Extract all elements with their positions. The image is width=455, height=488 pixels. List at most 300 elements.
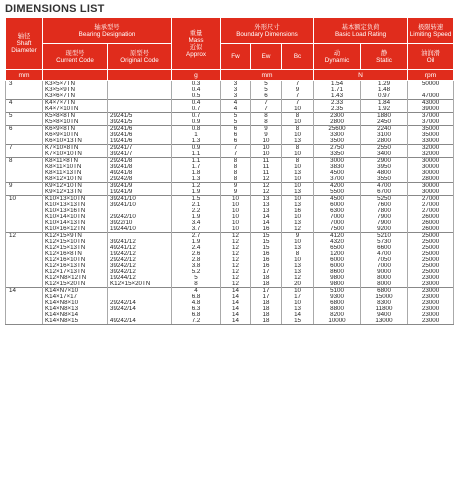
cell-ew: 16 [251,226,282,233]
cell-dynamic: 4500 [314,196,361,203]
cell-static: 2550 [361,145,408,152]
cell-speed: 26000 [408,226,454,233]
cell-dynamic: 9300 [314,294,361,300]
cell-bc: 7 [282,100,314,107]
cell-fw: 14 [221,288,251,295]
cell-speed: 27000 [408,196,454,203]
cell-current-code: K6×9×8TN [43,126,108,133]
cell-speed: 26000 [408,214,454,220]
cell-fw: 5 [221,119,251,126]
cell-current-code: K14×N8×14 [43,312,108,318]
cell-speed: 50000 [408,81,454,88]
unit-boundary: mm [221,70,314,81]
header-static [361,44,408,70]
header-mass-en: Mass [188,36,204,44]
cell-fw: 9 [221,183,251,190]
header-dynamic-cn: 动 [333,49,341,57]
cell-static: 3950 [361,164,408,170]
cell-shaft: 4 [6,100,43,107]
cell-original-code: 39241/5 [108,119,172,126]
header-mass-en2: Approx [186,50,206,58]
cell-static: 6600 [361,245,408,251]
cell-static: 4700 [361,251,408,257]
header-shaft [6,18,43,70]
header-oil-cn: 油润滑 [421,49,440,57]
cell-dynamic: 2750 [314,145,361,152]
cell-original-code: 39241/8 [108,164,172,170]
cell-shaft: 5 [6,113,43,120]
cell-mass: 2.8 [172,257,221,263]
header-static-cn: 静 [380,49,388,57]
cell-bc: 13 [282,306,314,312]
cell-mass: 0.7 [172,113,221,120]
cell-fw: 14 [221,300,251,306]
cell-dynamic: 2.33 [314,100,361,107]
cell-dynamic: 4120 [314,233,361,240]
cell-original-code: 29242/10 [108,214,172,220]
header-dynamic [314,44,361,70]
cell-speed: 30000 [408,170,454,176]
cell-speed: 32000 [408,145,454,152]
cell-bc: 8 [282,251,314,257]
cell-static: 1.84 [361,100,408,107]
cell-dynamic: 9800 [314,275,361,281]
cell-mass: 0.9 [172,145,221,152]
cell-mass: 6.8 [172,312,221,318]
cell-fw: 7 [221,151,251,158]
cell-dynamic: 4500 [314,170,361,176]
cell-fw: 4 [221,100,251,107]
header-load [314,18,408,44]
cell-speed: 23000 [408,300,454,306]
cell-mass: 0.4 [172,100,221,107]
cell-speed: 25000 [408,263,454,269]
cell-bc: 7 [282,93,314,100]
cell-speed: 23000 [408,294,454,300]
cell-bc: 10 [282,257,314,263]
cell-bc: 13 [282,263,314,269]
cell-static: 4700 [361,183,408,190]
cell-bc: 13 [282,269,314,275]
header-original-code [108,44,172,70]
cell-mass: 0.9 [172,119,221,126]
cell-bc: 10 [282,176,314,183]
cell-mass: 6.8 [172,294,221,300]
header-bearing [43,18,172,44]
cell-mass: 0.3 [172,81,221,88]
cell-fw: 14 [221,318,251,325]
header-bearing-en: Bearing Designation [78,30,136,38]
cell-original-code: 19241/6 [108,138,172,145]
cell-current-code: K14×N7×10 [43,288,108,295]
cell-speed: 32000 [408,151,454,158]
cell-mass: 1.5 [172,196,221,203]
cell-static: 7050 [361,257,408,263]
cell-current-code: K8×11×10TN [43,164,108,170]
cell-speed: 25000 [408,257,454,263]
cell-ew: 14 [251,220,282,226]
cell-ew: 12 [251,189,282,196]
cell-fw: 7 [221,145,251,152]
cell-mass: 1.9 [172,214,221,220]
cell-current-code: K3×5×9TN [43,87,108,93]
cell-static: 1.29 [361,81,408,88]
cell-static: 7800 [361,208,408,214]
cell-fw: 10 [221,208,251,214]
cell-static: 11800 [361,306,408,312]
cell-bc: 10 [282,196,314,203]
header-current-code [43,44,108,70]
cell-fw: 8 [221,170,251,176]
cell-dynamic: 10000 [314,318,361,325]
header-fw: Fw [221,44,251,70]
cell-ew: 7 [251,106,282,113]
cell-dynamic: 6000 [314,202,361,208]
cell-bc: 7 [282,81,314,88]
cell-ew: 16 [251,251,282,257]
cell-ew: 12 [251,176,282,183]
cell-current-code: K6×9×10TN [43,132,108,138]
cell-bc: 13 [282,202,314,208]
cell-bc: 13 [282,220,314,226]
cell-mass: 2.4 [172,245,221,251]
cell-fw: 10 [221,196,251,203]
cell-fw: 14 [221,294,251,300]
cell-speed: 23000 [408,306,454,312]
cell-ew: 15 [251,245,282,251]
cell-speed: 47000 [408,93,454,100]
cell-shaft [6,318,43,325]
cell-static: 7600 [361,202,408,208]
cell-ew: 18 [251,318,282,325]
header-speed-cn: 极限转速 [417,23,444,31]
cell-current-code: K8×12×10TN [43,176,108,183]
cell-speed: 37000 [408,113,454,120]
cell-ew: 7 [251,100,282,107]
cell-fw: 10 [221,202,251,208]
cell-static: 2900 [361,158,408,165]
cell-dynamic: 6300 [314,208,361,214]
cell-static: 9200 [361,226,408,233]
cell-shaft: 3 [6,81,43,88]
cell-original-code: 29241/6 [108,126,172,133]
cell-ew: 16 [251,257,282,263]
cell-original-code: 39242/12 [108,269,172,275]
cell-ew: 18 [251,281,282,288]
cell-static: 4800 [361,170,408,176]
cell-ew: 18 [251,275,282,281]
cell-mass: 7.2 [172,318,221,325]
header-load-cn: 基本额定负荷 [341,23,380,31]
cell-fw: 12 [221,251,251,257]
cell-original-code: 39241/12 [108,239,172,245]
cell-bc: 14 [282,312,314,318]
cell-original-code: 29242/12 [108,257,172,263]
cell-ew: 8 [251,113,282,120]
cell-speed: 23000 [408,288,454,295]
cell-ew: 17 [251,294,282,300]
cell-mass: 3.8 [172,263,221,269]
cell-bc: 9 [282,233,314,240]
cell-speed: 26000 [408,220,454,226]
cell-fw: 12 [221,269,251,275]
cell-ew: 16 [251,263,282,269]
cell-mass: 4 [172,288,221,295]
cell-speed: 30000 [408,164,454,170]
cell-original-code: 39242/12 [108,263,172,269]
cell-fw: 10 [221,226,251,233]
cell-bc: 13 [282,189,314,196]
cell-dynamic: 2800 [314,119,361,126]
cell-speed: 23000 [408,275,454,281]
cell-mass: 3.7 [172,226,221,233]
cell-ew: 6 [251,93,282,100]
cell-ew: 17 [251,288,282,295]
cell-fw: 12 [221,275,251,281]
header-mass-cn: 重量 [189,29,203,37]
cell-bc: 10 [282,132,314,138]
cell-mass: 2.7 [172,233,221,240]
cell-current-code: K7×10×10TN [43,151,108,158]
cell-original-code: 19241/9 [108,189,172,196]
cell-shaft: 8 [6,158,43,165]
cell-static: 3550 [361,176,408,183]
cell-fw: 12 [221,233,251,240]
cell-mass: 3.4 [172,220,221,226]
cell-speed: 25000 [408,269,454,275]
cell-current-code: K10×13×10TN [43,196,108,203]
cell-original-code: 19242/12 [108,251,172,257]
cell-fw: 10 [221,220,251,226]
cell-ew: 11 [251,164,282,170]
cell-current-code: K12×15×20TN [43,281,108,288]
cell-static: 7900 [361,214,408,220]
cell-dynamic: 9800 [314,281,361,288]
unit-mass: g [172,70,221,81]
cell-ew: 18 [251,300,282,306]
cell-speed: 35000 [408,132,454,138]
header-current-cn: 现型号 [65,49,85,57]
cell-original-code: 39241/10 [108,202,172,208]
cell-ew: 13 [251,208,282,214]
cell-bc: 10 [282,164,314,170]
cell-mass: 0.5 [172,93,221,100]
cell-current-code: K14×N8×15 [43,318,108,325]
cell-dynamic: 5500 [314,189,361,196]
cell-dynamic: 8600 [314,269,361,275]
cell-static: 2800 [361,138,408,145]
cell-current-code: K12×16×10TN [43,257,108,263]
cell-shaft: 6 [6,126,43,133]
cell-static: 7000 [361,263,408,269]
cell-mass: 1.1 [172,151,221,158]
cell-bc: 10 [282,119,314,126]
cell-current-code: K5×8×8TN [43,113,108,120]
cell-ew: 11 [251,170,282,176]
cell-speed: 27000 [408,208,454,214]
cell-speed: 43000 [408,100,454,107]
cell-current-code: K12×15×13TN [43,245,108,251]
cell-static: 8300 [361,300,408,306]
header-shaft-en: Shaft Diameter [11,40,37,54]
cell-fw: 6 [221,126,251,133]
cell-bc: 17 [282,294,314,300]
unit-original [108,70,172,81]
cell-dynamic: 7000 [314,214,361,220]
header-original-en: Original Code [120,56,159,64]
cell-bc: 8 [282,145,314,152]
cell-current-code: K10×14×10TN [43,214,108,220]
cell-dynamic: 3830 [314,164,361,170]
unit-current [43,70,108,81]
cell-speed: 23000 [408,281,454,288]
cell-original-code: 19244/12 [108,275,172,281]
cell-original-code: 49242/14 [108,318,172,325]
cell-dynamic: 1200 [314,251,361,257]
cell-bc: 10 [282,106,314,113]
cell-speed: 27000 [408,202,454,208]
cell-current-code: K4×7×7TN [43,100,108,107]
cell-current-code: K8×11×13TN [43,170,108,176]
cell-static: 6700 [361,189,408,196]
cell-fw: 9 [221,189,251,196]
cell-ew: 5 [251,81,282,88]
cell-bc: 8 [282,126,314,133]
cell-fw: 8 [221,176,251,183]
cell-dynamic: 25600 [314,126,361,133]
header-static-en: Static [376,56,392,64]
cell-static: 2450 [361,119,408,126]
cell-dynamic: 3500 [314,138,361,145]
header-dynamic-en: Dynamic [324,56,350,64]
cell-static: 5210 [361,233,408,240]
cell-mass: 1.1 [172,158,221,165]
cell-ew: 18 [251,312,282,318]
cell-bc: 10 [282,214,314,220]
cell-current-code: K14×N8×13 [43,306,108,312]
cell-current-code: K12×N8×12TN [43,275,108,281]
table-header [6,18,454,81]
cell-dynamic: 6000 [314,263,361,269]
cell-fw: 6 [221,138,251,145]
cell-ew: 10 [251,145,282,152]
cell-ew: 18 [251,306,282,312]
cell-static: 2240 [361,126,408,133]
cell-ew: 9 [251,132,282,138]
cell-ew: 10 [251,138,282,145]
cell-mass: 1.7 [172,164,221,170]
cell-current-code: K10×13×16TN [43,208,108,214]
cell-fw: 5 [221,113,251,120]
cell-bc: 9 [282,87,314,93]
cell-static: 7900 [361,220,408,226]
cell-fw: 12 [221,263,251,269]
cell-bc: 20 [282,281,314,288]
cell-original-code: 29242/8 [108,176,172,183]
unit-load: N [314,70,408,81]
cell-dynamic: 1.54 [314,81,361,88]
cell-speed: 30000 [408,158,454,165]
cell-ew: 14 [251,214,282,220]
table-body [6,81,454,325]
cell-dynamic: 3350 [314,151,361,158]
cell-original-code: 49241/8 [108,170,172,176]
cell-ew: 12 [251,183,282,190]
cell-dynamic: 6800 [314,300,361,306]
cell-dynamic: 4200 [314,183,361,190]
header-load-en: Basic Load Rating [334,30,387,38]
cell-fw: 14 [221,312,251,318]
cell-original-code: 39241/10 [108,196,172,203]
header-bc: Bc [282,44,314,70]
cell-static: 3100 [361,132,408,138]
cell-static: 8000 [361,275,408,281]
cell-current-code: K12×16×8TN [43,251,108,257]
cell-bc: 10 [282,151,314,158]
cell-bc: 10 [282,183,314,190]
cell-fw: 8 [221,158,251,165]
cell-mass: 5 [172,275,221,281]
cell-speed: 25000 [408,239,454,245]
cell-fw: 8 [221,164,251,170]
cell-static: 9000 [361,269,408,275]
cell-current-code: K12×16×13TN [43,263,108,269]
cell-speed: 39000 [408,106,454,113]
table-row [6,318,454,325]
cell-current-code: K5×8×10TN [43,119,108,126]
cell-fw: 3 [221,93,251,100]
cell-mass: 5.2 [172,269,221,275]
header-oil-en: Oil [426,56,435,64]
header-speed-en: Limiting Speed [409,30,452,38]
cell-dynamic: 3300 [314,132,361,138]
cell-current-code: K14×N8×10 [43,300,108,306]
cell-shaft: 12 [6,233,43,240]
cell-dynamic: 2300 [314,113,361,120]
cell-dynamic: 5100 [314,288,361,295]
header-bearing-cn: 轴承型号 [94,23,120,31]
cell-mass: 6.3 [172,306,221,312]
header-original-cn: 原型号 [130,49,149,57]
cell-current-code: K10×14×13TN [43,220,108,226]
cell-original-code: K12×15×20TN [108,281,172,288]
cell-speed: 25000 [408,251,454,257]
cell-speed: 30000 [408,189,454,196]
page-title: DIMENSIONS LIST [5,3,105,15]
cell-original-code: 39241/9 [108,183,172,190]
cell-dynamic: 7500 [314,226,361,233]
cell-speed: 37000 [408,119,454,126]
cell-current-code: K12×17×13TN [43,269,108,275]
cell-dynamic: 1.43 [314,93,361,100]
cell-bc: 16 [282,208,314,214]
cell-ew: 13 [251,202,282,208]
cell-dynamic: 3000 [314,158,361,165]
cell-fw: 6 [221,132,251,138]
cell-bc: 10 [282,239,314,245]
cell-mass: 1 [172,132,221,138]
cell-current-code: K10×16×12TN [43,226,108,233]
cell-bc: 10 [282,300,314,306]
cell-dynamic: 2.35 [314,106,361,113]
cell-mass: 0.7 [172,106,221,113]
cell-original-code: 29241/5 [108,113,172,120]
cell-original-code: 39241/7 [108,151,172,158]
header-mass-cn2: 近似 [189,43,203,51]
cell-mass: 2.2 [172,208,221,214]
cell-fw: 3 [221,87,251,93]
cell-speed: 25000 [408,233,454,240]
